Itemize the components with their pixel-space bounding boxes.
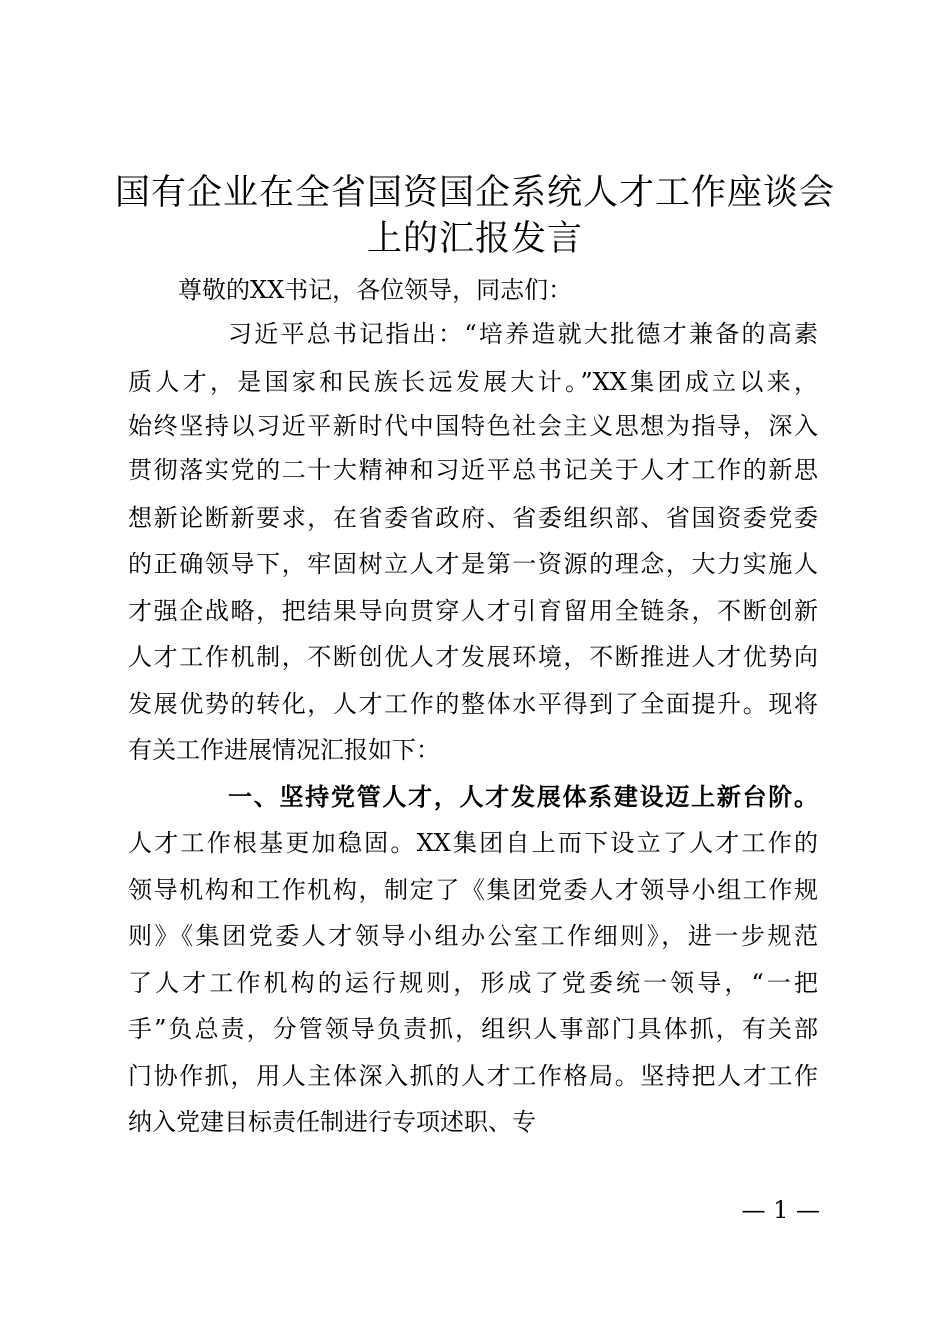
intro-line-2: 质人才，是国家和民族长远发展大计。”XX集团成立以来，: [128, 368, 818, 396]
page-number: — 1 —: [741, 1196, 820, 1224]
section-1-line-4: 了人才工作机构的运行规则，形成了党委统一领导，“一把: [128, 969, 818, 997]
section-1-line-1: 人才工作根基更加稳固。XX集团自上而下设立了人才工作的: [128, 829, 818, 857]
intro-line-8: 人才工作机制，不断创优人才发展环境，不断推进人才优势向: [128, 643, 818, 671]
intro-line-10: 有关工作进展情况汇报如下：: [128, 736, 440, 764]
section-1-heading: 一、坚持党管人才，人才发展体系建设迈上新台阶。: [228, 783, 818, 811]
intro-line-1: 习近平总书记指出：“培养造就大批德才兼备的高素: [228, 320, 818, 348]
intro-line-9: 发展优势的转化，人才工作的整体水平得到了全面提升。现将: [128, 690, 818, 718]
intro-line-3: 始终坚持以习近平新时代中国特色社会主义思想为指导，深入: [128, 412, 818, 440]
greeting: 尊敬的XX书记，各位领导，同志们：: [178, 276, 573, 304]
intro-line-6: 的正确领导下，牢固树立人才是第一资源的理念，大力实施人: [128, 550, 818, 578]
section-1-line-5: 手”负总责，分管领导负责抓，组织人事部门具体抓，有关部: [128, 1015, 818, 1043]
section-1-line-6: 门协作抓，用人主体深入抓的人才工作格局。坚持把人才工作: [128, 1062, 818, 1090]
section-1-line-3: 则》《集团党委人才领导小组办公室工作细则》，进一步规范: [128, 922, 818, 950]
document-title-line-1: 国有企业在全省国资国企系统人才工作座谈会: [114, 173, 835, 213]
section-1-line-2: 领导机构和工作机构，制定了《集团党委人才领导小组工作规: [128, 876, 818, 904]
section-1-line-7: 纳入党建目标责任制进行专项述职、专: [128, 1108, 536, 1136]
intro-line-7: 才强企战略，把结果导向贯穿人才引育留用全链条，不断创新: [128, 597, 818, 625]
intro-line-5: 想新论断新要求，在省委省政府、省委组织部、省国资委党委: [128, 504, 818, 532]
document-title-line-2: 上的汇报发言: [366, 219, 583, 259]
intro-line-4: 贯彻落实党的二十大精神和习近平总书记关于人才工作的新思: [128, 456, 818, 484]
